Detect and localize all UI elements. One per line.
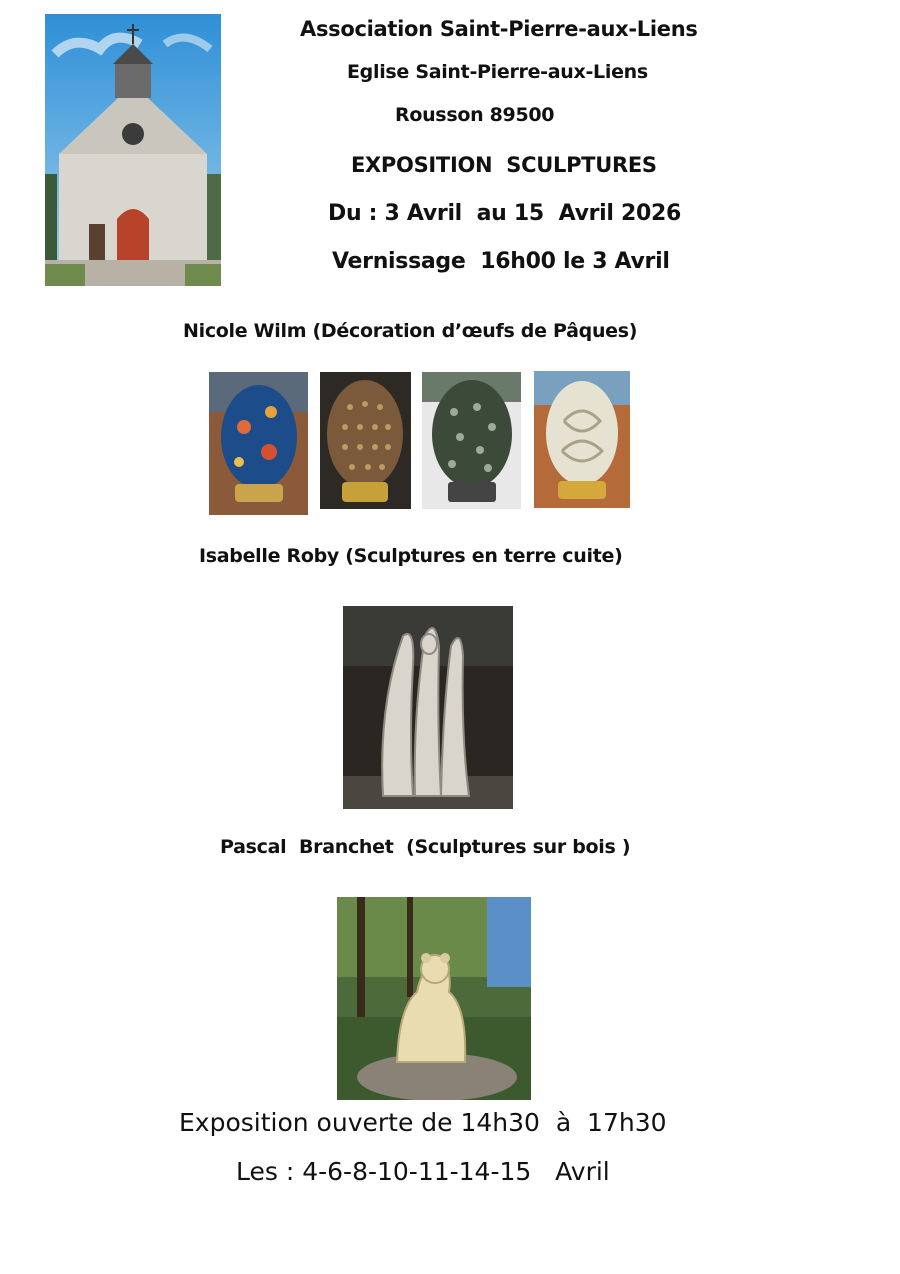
church-photo <box>45 14 221 286</box>
artist-caption: Isabelle Roby (Sculptures en terre cuite) <box>199 545 623 567</box>
egg-photo <box>320 372 411 509</box>
egg-photo <box>422 372 521 509</box>
wood-sculpture-photo <box>337 897 531 1100</box>
association-name: Association Saint-Pierre-aux-Liens <box>300 17 698 41</box>
egg-photo <box>209 372 308 515</box>
opening-days: Les : 4-6-8-10-11-14-15 Avril <box>236 1157 610 1186</box>
event-dates: Du : 3 Avril au 15 Avril 2026 <box>328 201 682 226</box>
opening-hours: Exposition ouverte de 14h30 à 17h30 <box>179 1108 667 1137</box>
terracotta-sculpture-photo <box>343 606 513 809</box>
town: Rousson 89500 <box>395 104 555 126</box>
artist-caption: Nicole Wilm (Décoration d’œufs de Pâques) <box>183 320 638 342</box>
event-title: EXPOSITION SCULPTURES <box>351 153 657 177</box>
church-name: Eglise Saint-Pierre-aux-Liens <box>347 61 648 83</box>
artist-caption: Pascal Branchet (Sculptures sur bois ) <box>220 836 631 858</box>
egg-photo <box>534 371 630 508</box>
vernissage: Vernissage 16h00 le 3 Avril <box>332 249 670 274</box>
